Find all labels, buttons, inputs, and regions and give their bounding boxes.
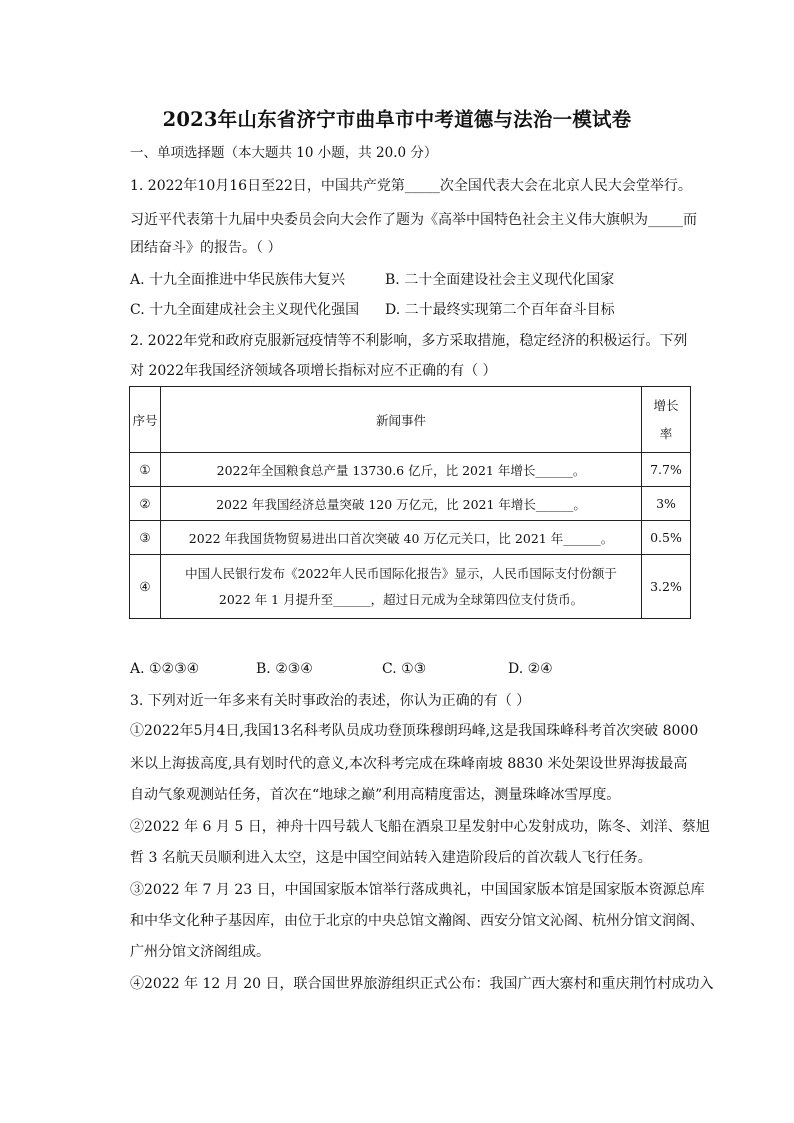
q3-line-1: 3. 下列对近一年多来有关时事政治的表述，你认为正确的有（ ） xyxy=(130,693,531,709)
q3-text-line: ④2022 年 12 月 20 日，联合国世界旅游组织正式公布：我国广西大寨村和重庆荆竹村成功入 xyxy=(130,976,714,992)
q2-option-a: A. ①②③④ xyxy=(130,661,200,677)
row-no: ② xyxy=(130,487,161,521)
q3-text-line: 哲 3 名航天员顺利进入太空，这是中国空间站转入建造阶段后的首次载人飞行任务。 xyxy=(130,850,652,866)
q3-text-line: 和中华文化种子基因库，由位于北京的中央总馆文瀚阁、西安分馆文沁阁、杭州分馆文润阁、 xyxy=(130,913,704,929)
row-rate: 0.5% xyxy=(642,521,691,555)
header-no: 序号 xyxy=(130,387,161,453)
row-event-line-1: 中国人民银行发布《2022年人民币国际化报告》显示，人民币国际支付份额于 xyxy=(185,565,617,581)
q3-text-line: ②2022 年 6 月 5 日，神舟十四号载人飞船在酒泉卫星发射中心发射成功，陈冬、刘洋、蔡旭 xyxy=(130,819,710,835)
row-rate: 3.2% xyxy=(642,555,691,619)
row-rate: 3% xyxy=(642,487,691,521)
row-event-line-2: 2022 年 1 月提升至______，超过日元成为全球第四位支付货币。 xyxy=(218,591,584,607)
q1-option-c: C. 十九全面建成社会主义现代化强国 xyxy=(130,302,360,318)
header-event: 新闻事件 xyxy=(161,387,642,453)
q2-line-2: 对 2022年我国经济领域各项增长指标对应不正确的有（ ） xyxy=(130,363,497,379)
q3-text-line: ③2022 年 7 月 23 日，中国国家版本馆举行落成典礼，中国国家版本馆是国家版本资源总库 xyxy=(130,882,705,898)
table-row xyxy=(130,453,691,487)
q1-option-d: D. 二十最终实现第二个百年奋斗目标 xyxy=(385,302,615,318)
q3-text-line: 米以上海拔高度,具有划时代的意义,本次科考完成在珠峰南坡 8830 米处架设世界海拔最高 xyxy=(130,756,688,772)
q1-option-a: A. 十九全面推进中华民族伟大复兴 xyxy=(130,272,346,288)
q3-text-line: ①2022年5月4日,我国13名科考队员成功登顶珠穆朗玛峰,这是我国珠峰科考首次突破 8000 xyxy=(130,723,699,739)
header-rate-line-2: 率 xyxy=(659,425,673,441)
table-row xyxy=(130,521,691,555)
q2-option-b: B. ②③④ xyxy=(256,661,313,677)
row-event: 2022 年我国经济总量突破 120 万亿元，比 2021 年增长______。 xyxy=(161,487,642,521)
row-no: ④ xyxy=(130,555,161,619)
row-event: 2022 年我国货物贸易进出口首次突破 40 万亿元关口，比 2021 年______。 xyxy=(161,521,642,555)
q2-line-1: 2. 2022年党和政府克服新冠疫情等不利影响，多方采取措施，稳定经济的积极运行。下列 xyxy=(130,333,688,349)
row-no: ① xyxy=(130,453,161,487)
growth-table xyxy=(129,386,691,619)
table-header-row xyxy=(130,387,691,453)
row-rate: 7.7% xyxy=(642,453,691,487)
q1-option-b: B. 二十全面建设社会主义现代化国家 xyxy=(385,272,615,288)
page-title: 2023年山东省济宁市曲阜市中考道德与法治一模试卷 xyxy=(162,108,632,131)
row-event: 2022年全国粮食总产量 13730.6 亿斤，比 2021 年增长______。 xyxy=(161,453,642,487)
q1-line-1: 1. 2022年10月16日至22日，中国共产党第_____次全国代表大会在北京人民大会堂举行。 xyxy=(130,178,692,194)
table-row xyxy=(130,555,691,619)
q1-line-3: 团结奋斗》的报告。（ ） xyxy=(130,240,282,256)
header-rate xyxy=(642,387,691,453)
q2-option-c: C. ①③ xyxy=(382,661,427,677)
q2-option-d: D. ②④ xyxy=(508,661,553,677)
row-no: ③ xyxy=(130,521,161,555)
q1-line-2: 习近平代表第十九届中央委员会向大会作了题为《高举中国特色社会主义伟大旗帜为_____而 xyxy=(130,212,697,228)
table-row xyxy=(130,487,691,521)
q3-text-line: 自动气象观测站任务，首次在“地球之巅”利用高精度雷达，测量珠峰冰雪厚度。 xyxy=(130,787,621,803)
section-heading: 一、单项选择题（本大题共 10 小题，共 20.0 分） xyxy=(130,145,438,161)
header-rate-line-1: 增长 xyxy=(653,397,679,413)
row-event xyxy=(161,555,642,619)
q3-text-line: 广州分馆文济阁组成。 xyxy=(130,944,270,960)
